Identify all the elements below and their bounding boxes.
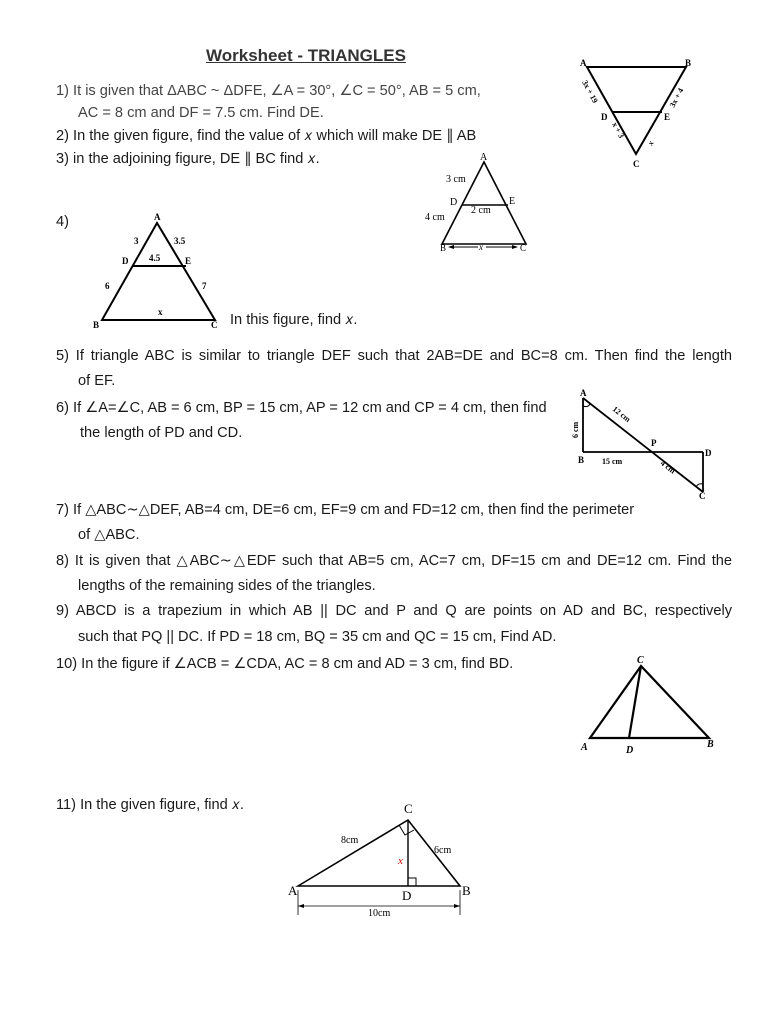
- fig4-label-e: E: [185, 256, 192, 266]
- question-9-line-2: such that PQ || DC. If PD = 18 cm, BQ = 35 cm and QC = 15 cm, Find AD.: [78, 629, 557, 645]
- question-8-line-2: lengths of the remaining sides of the triangles.: [78, 578, 376, 594]
- fig3-label-ad: 3 cm: [446, 174, 466, 185]
- fig2-label-d: D: [601, 112, 608, 122]
- question-4-number: 4): [56, 214, 69, 230]
- question-1-line-1: 1) It is given that ΔABC ~ ΔDFE, ∠A = 30°, ∠C = 50°, AB = 5 cm,: [56, 83, 481, 99]
- question-5-line-2: of EF.: [78, 373, 116, 389]
- fig2-label-lower-left: x + 3: [610, 120, 626, 140]
- fig4-label-ec: 7: [202, 281, 207, 291]
- fig6-label-bp: 15 cm: [602, 457, 623, 466]
- fig2-label-b: B: [685, 58, 692, 68]
- worksheet-title: Worksheet - TRIANGLES: [206, 46, 406, 65]
- figure-q2-triangle: [570, 56, 700, 172]
- question-1-line-2: AC = 8 cm and DF = 7.5 cm. Find DE.: [78, 105, 324, 121]
- question-3: 3) in the adjoining figure, DE ∥ BC find 𝑥.: [56, 151, 320, 167]
- fig10-label-d: D: [626, 745, 634, 756]
- fig11-label-b: B: [462, 883, 471, 898]
- fig11-label-a: A: [288, 883, 298, 898]
- fig4-label-d: D: [122, 256, 129, 266]
- fig6-label-d: D: [705, 448, 712, 458]
- question-8-line-1: 8) It is given that △ABC∼△EDF such that AB=5 cm, AC=7 cm, DF=15 cm and DE=12 cm. Find the: [56, 553, 732, 569]
- fig6-label-pc: 4 cm: [658, 458, 678, 476]
- fig3-label-de: 2 cm: [471, 205, 491, 216]
- fig4-label-bc: x: [158, 307, 163, 317]
- fig2-label-c: C: [633, 159, 640, 169]
- fig11-label-bc: 6cm: [434, 845, 452, 856]
- fig3-label-d: D: [450, 197, 458, 208]
- question-9-line-1: 9) ABCD is a trapezium in which AB || DC and P and Q are points on AD and BC, respectively: [56, 603, 732, 619]
- fig4-label-a: A: [154, 212, 161, 222]
- fig11-label-d: D: [402, 888, 412, 903]
- fig3-label-db: 4 cm: [425, 212, 445, 223]
- fig2-label-a: A: [580, 58, 587, 68]
- fig11-label-c: C: [404, 801, 413, 816]
- fig3-label-bc: x: [479, 242, 483, 252]
- figure-q6-triangles: [566, 386, 716, 504]
- fig11-label-cd: x: [398, 855, 403, 867]
- fig10-label-b: B: [707, 739, 714, 750]
- question-4-text: In this figure, find 𝑥.: [230, 312, 358, 328]
- fig6-label-a: A: [580, 388, 587, 398]
- fig4-label-ad: 3: [134, 236, 139, 246]
- fig2-label-left: 3x + 19: [580, 78, 600, 105]
- figure-q3-triangle: [420, 148, 540, 258]
- fig4-label-de: 4.5: [149, 253, 161, 263]
- fig4-label-ae: 3.5: [174, 236, 186, 246]
- fig4-label-c: C: [211, 320, 218, 330]
- fig11-label-ab: 10cm: [368, 908, 391, 919]
- fig4-label-db: 6: [105, 281, 110, 291]
- fig3-label-a: A: [480, 152, 488, 163]
- fig2-label-e: E: [664, 112, 671, 122]
- fig6-label-p: P: [651, 438, 657, 448]
- question-6-line-1: 6) If ∠A=∠C, AB = 6 cm, BP = 15 cm, AP = 12 cm and CP = 4 cm, then find: [56, 400, 547, 416]
- question-7-line-2: of △ABC.: [78, 527, 140, 543]
- fig3-label-b: B: [440, 243, 447, 253]
- question-7-line-1: 7) If △ABC∼△DEF, AB=4 cm, DE=6 cm, EF=9 cm and FD=12 cm, then find the perimeter: [56, 502, 635, 518]
- fig10-label-a: A: [581, 742, 588, 753]
- fig3-label-c: C: [520, 243, 527, 253]
- fig2-label-right: 3x + 4: [667, 86, 686, 109]
- question-10: 10) In the figure if ∠ACB = ∠CDA, AC = 8 cm and AD = 3 cm, find BD.: [56, 656, 514, 672]
- fig4-label-b: B: [93, 320, 100, 330]
- fig6-label-b: B: [578, 455, 585, 465]
- fig10-label-c: C: [637, 655, 644, 666]
- fig6-label-c: C: [699, 491, 706, 501]
- fig6-label-ap: 12 cm: [610, 404, 633, 425]
- fig3-label-e: E: [509, 196, 516, 207]
- figure-q10-triangle: [576, 652, 726, 760]
- fig2-label-lower-right: x: [645, 139, 656, 147]
- fig6-label-ab: 6 cm: [571, 421, 580, 438]
- figure-q4-triangle: [88, 208, 228, 332]
- question-2: 2) In the given figure, find the value of 𝑥 which will make DE ∥ AB: [56, 128, 477, 144]
- question-11: 11) In the given figure, find 𝑥.: [56, 797, 244, 813]
- question-6-line-2: the length of PD and CD.: [80, 425, 243, 441]
- figure-q11-right-triangle: [284, 798, 484, 930]
- question-5-line-1: 5) If triangle ABC is similar to triangle DEF such that 2AB=DE and BC=8 cm. Then find the length: [56, 348, 732, 364]
- fig11-label-ac: 8cm: [341, 835, 359, 846]
